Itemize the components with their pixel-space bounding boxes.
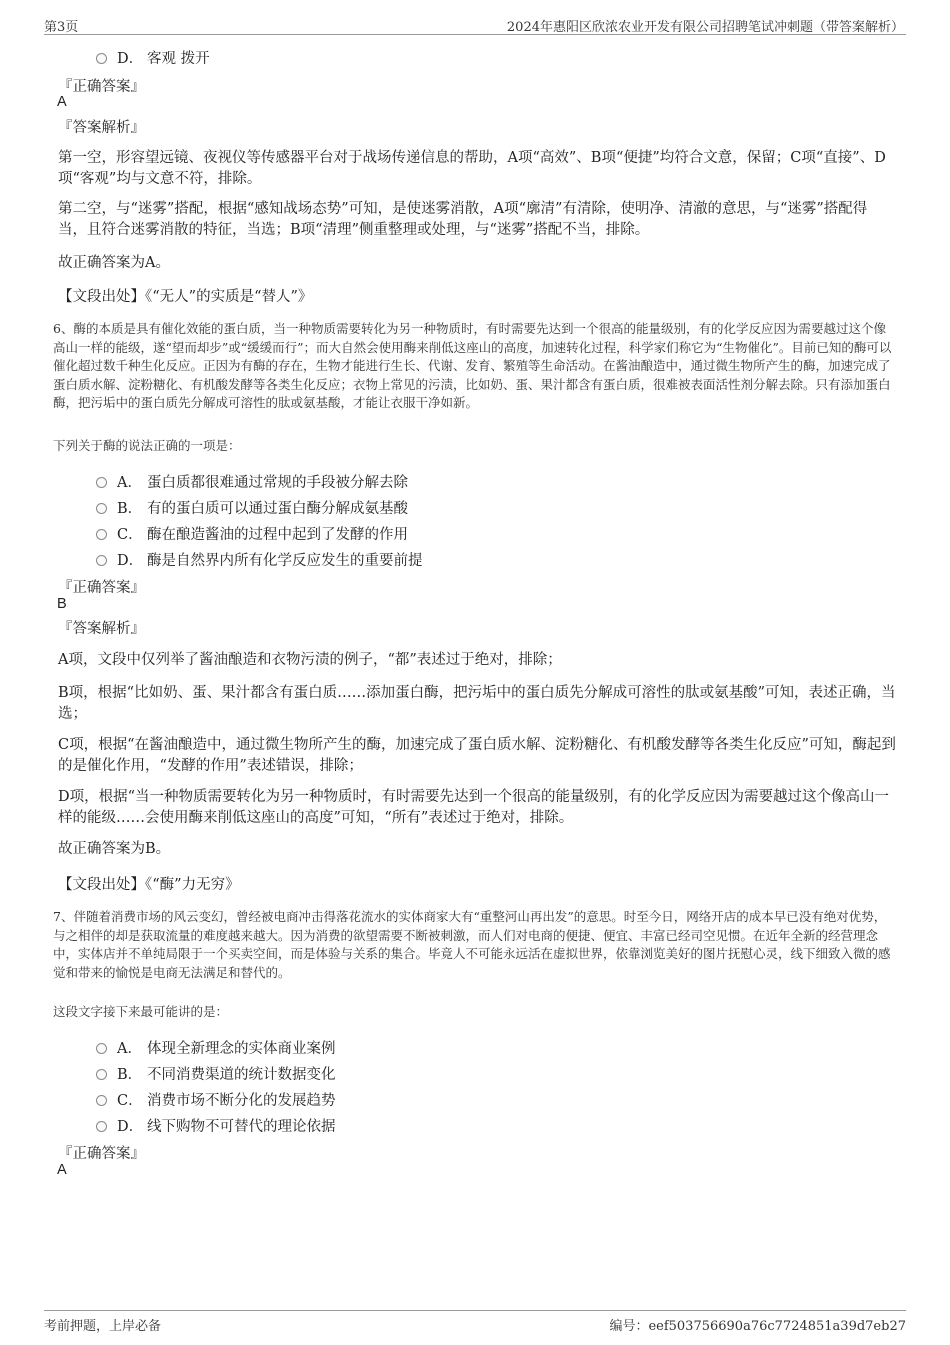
question-6-passage: 6、酶的本质是具有催化效能的蛋白质，当一种物质需要转化为另一种物质时，有时需要先达到一个很高的能量级别，有的化学反应因为需要越过这个像高山一样的能级，遂“望而却步”或“缓缓而行”；而大自然会使用酶来削低这座山的高度，加速转化过程，科学家们称它为“生物催化”。目前已知的酶可以催化超过数千种生化反应。正因为有酶的存在，生物才能进行生长、代谢、发育、繁殖等生命活动。在酱油酿造中，通过微生物所产生的酶，加速完成了蛋白质水解、淀粉糖化、有机酸发酵等各类生化反应；衣物上常见的污渍，比如奶、蛋、果汁都含有蛋白质，很难被表面活性剂分解去除。只有添加蛋白酶，把污垢中的蛋白质先分解成可溶性的肽或氨基酸，才能让衣服干净如新。 bbox=[53, 321, 892, 410]
source-citation: 【文段出处】《“酶”力无穷》 bbox=[58, 877, 240, 893]
document-title: 2024年惠阳区欣浓农业开发有限公司招聘笔试冲刺题（带答案解析） bbox=[506, 20, 904, 35]
question-7-prompt: 这段文字接下来最可能讲的是： bbox=[53, 1004, 229, 1019]
radio-icon[interactable] bbox=[96, 529, 107, 540]
question-7-passage: 7、伴随着消费市场的风云变幻，曾经被电商冲击得落花流水的实体商家大有“重整河山再出发”的意思。时至今日，网络开店的成本早已没有绝对优势，与之相伴的却是获取流量的难度越来越大。因为消费的欲望需要不断被刺激，而人们对电商的便捷、便宜、丰富已经司空见惯。在近年全新的经营理念中，实体店并不单纯局限于一个买卖空间，而是体验与关系的集合。毕竟人不可能永远活在虚拟世界，依靠浏览美好的图片抚慰心灵，线下细致入微的感觉和带来的愉悦是电商无法满足和替代的。 bbox=[53, 909, 891, 980]
analysis-paragraph: 第二空，与“迷雾”搭配，根据“感知战场态势”可知，是使迷雾消散，A项“廓清”有清除，使明净、清澈的意思，与“迷雾”搭配得当，且符合迷雾消散的特征，当选；B项“清理”侧重整理或处理，与“迷雾”搭配不当，排除。 bbox=[58, 201, 868, 238]
analysis-paragraph: B项，根据“比如奶、蛋、果汁都含有蛋白质……添加蛋白酶，把污垢中的蛋白质先分解成可溶性的肽或氨基酸”可知，表述正确，当选； bbox=[58, 685, 896, 722]
radio-icon[interactable] bbox=[96, 1069, 107, 1080]
analysis-label: 『答案解析』 bbox=[58, 621, 145, 637]
answer-value: B bbox=[57, 596, 67, 612]
analysis-conclusion: 故正确答案为A。 bbox=[58, 255, 170, 271]
radio-icon[interactable] bbox=[96, 503, 107, 514]
analysis-label: 『答案解析』 bbox=[58, 120, 145, 136]
answer-value: A bbox=[57, 94, 67, 110]
q7-option-a[interactable]: A． 体现全新理念的实体商业案例 bbox=[96, 1037, 336, 1058]
q6-option-b[interactable]: B． 有的蛋白质可以通过蛋白酶分解成氨基酸 bbox=[96, 497, 408, 518]
header-divider bbox=[44, 34, 906, 35]
radio-icon[interactable] bbox=[96, 53, 107, 64]
prev-option-d[interactable]: D． 客观 拨开 bbox=[96, 47, 210, 68]
analysis-paragraph: D项，根据“当一种物质需要转化为另一种物质时，有时需要先达到一个很高的能量级别，有的化学反应因为需要越过这个像高山一样的能级……会使用酶来削低这座山的高度”可知，“所有”表述过于绝对，排除。 bbox=[58, 789, 890, 826]
analysis-conclusion: 故正确答案为B。 bbox=[58, 841, 171, 857]
answer-label: 『正确答案』 bbox=[58, 1146, 145, 1162]
radio-icon[interactable] bbox=[96, 477, 107, 488]
document-code: 编号：eef503756690a76c7724851a39d7eb27 bbox=[609, 1319, 906, 1334]
q7-option-c[interactable]: C． 消费市场不断分化的发展趋势 bbox=[96, 1089, 336, 1110]
page-number: 第3页 bbox=[44, 20, 79, 35]
q6-option-c[interactable]: C． 酶在酿造酱油的过程中起到了发酵的作用 bbox=[96, 523, 408, 544]
analysis-paragraph: A项，文段中仅列举了酱油酿造和衣物污渍的例子，“都”表述过于绝对，排除； bbox=[58, 652, 562, 668]
q7-option-b[interactable]: B． 不同消费渠道的统计数据变化 bbox=[96, 1063, 336, 1084]
radio-icon[interactable] bbox=[96, 1121, 107, 1132]
footer-slogan: 考前押题，上岸必备 bbox=[44, 1319, 162, 1334]
answer-label: 『正确答案』 bbox=[58, 79, 145, 95]
analysis-paragraph: 第一空，形容望远镜、夜视仪等传感器平台对于战场传递信息的帮助，A项“高效”、B项“便捷”均符合文意，保留；C项“直接”、D项“客观”均与文意不符，排除。 bbox=[58, 150, 886, 187]
q6-option-a[interactable]: A． 蛋白质都很难通过常规的手段被分解去除 bbox=[96, 471, 408, 492]
answer-label: 『正确答案』 bbox=[58, 580, 145, 596]
question-6-prompt: 下列关于酶的说法正确的一项是： bbox=[53, 438, 241, 453]
radio-icon[interactable] bbox=[96, 1095, 107, 1106]
radio-icon[interactable] bbox=[96, 555, 107, 566]
footer-divider bbox=[44, 1310, 906, 1311]
analysis-paragraph: C项，根据“在酱油酿造中，通过微生物所产生的酶，加速完成了蛋白质水解、淀粉糖化、有机酸发酵等各类生化反应”可知，酶起到的是催化作用，“发酵的作用”表述错误，排除； bbox=[58, 737, 896, 774]
radio-icon[interactable] bbox=[96, 1043, 107, 1054]
q6-option-d[interactable]: D． 酶是自然界内所有化学反应发生的重要前提 bbox=[96, 549, 423, 570]
source-citation: 【文段出处】《“无人”的实质是“替人”》 bbox=[58, 289, 313, 305]
answer-value: A bbox=[57, 1162, 67, 1178]
q7-option-d[interactable]: D． 线下购物不可替代的理论依据 bbox=[96, 1115, 336, 1136]
